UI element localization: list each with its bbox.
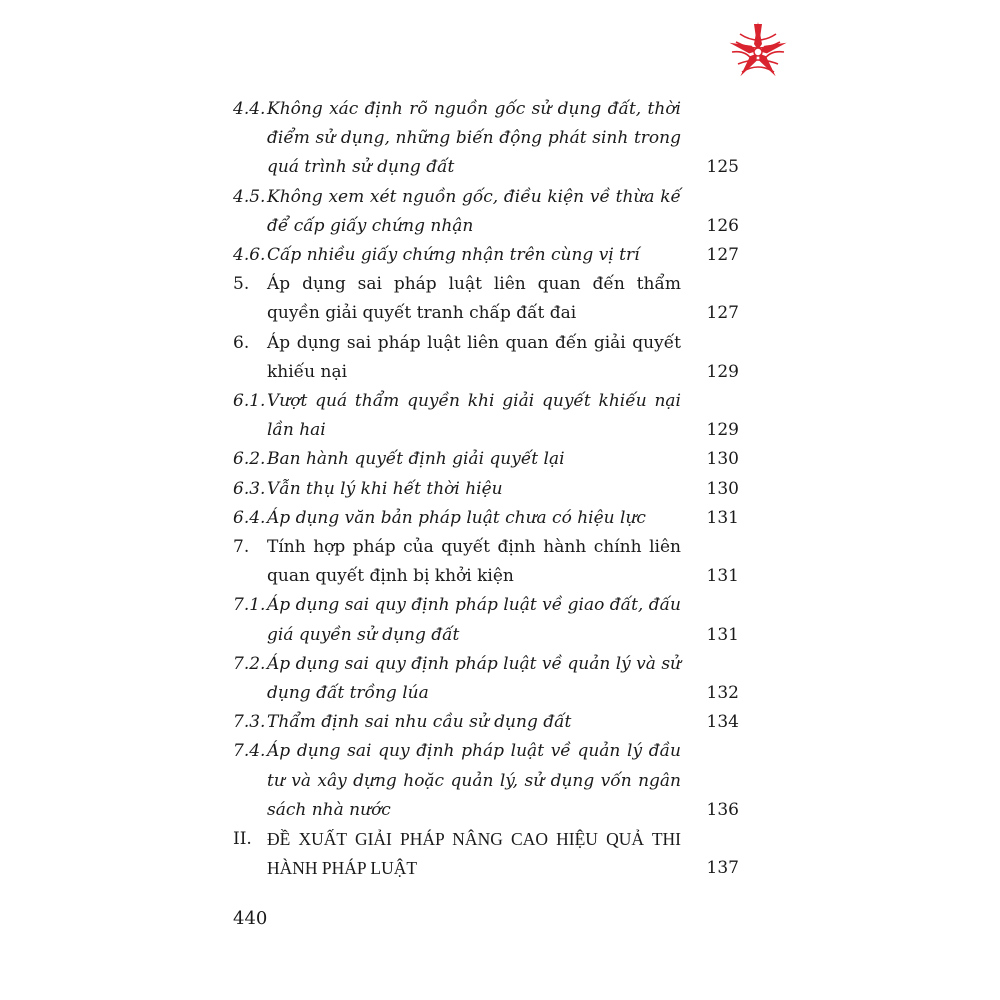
toc-title: Áp dụng sai pháp luật liên quan đến thẩm quyền giải quyết tranh chấp đất đai: [267, 274, 681, 324]
toc-number: 6.4.: [233, 507, 266, 528]
page-number: 440: [233, 908, 268, 929]
toc-entry-II[interactable]: [233, 825, 739, 883]
toc-number: 7.1.: [233, 595, 266, 616]
toc-page-number: 127: [706, 303, 739, 324]
toc-entry-4-6[interactable]: [233, 241, 739, 270]
toc-title: Tính hợp pháp của quyết định hành chính liên quan quyết định bị khởi kiện: [267, 537, 681, 587]
toc-entry-6[interactable]: [233, 329, 739, 387]
toc-title: Áp dụng sai pháp luật liên quan đến giải quyết khiếu nại: [267, 332, 681, 382]
toc-title: Không xác định rõ nguồn gốc sử dụng đất, thời điểm sử dụng, những biến động phát sinh trong quá trình sử dụng đất: [267, 99, 681, 178]
toc-entry-6-4[interactable]: [233, 504, 739, 533]
toc-title: Áp dụng văn bản pháp luật chưa có hiệu lực: [267, 507, 646, 528]
toc-title: Áp dụng sai quy định pháp luật về quản lý và sử dụng đất trồng lúa: [267, 653, 681, 704]
toc-page-number: 130: [706, 478, 739, 499]
toc-title: Thẩm định sai nhu cầu sử dụng đất: [267, 712, 572, 733]
toc-title: Không xem xét nguồn gốc, điều kiện về thừa kế để cấp giấy chứng nhận: [267, 186, 681, 236]
toc-entry-4-4[interactable]: [233, 95, 739, 183]
toc-entry-7-1[interactable]: [233, 591, 739, 649]
toc-entry-7[interactable]: [233, 533, 739, 591]
toc-page-number: 137: [706, 858, 739, 879]
toc-entry-6-2[interactable]: [233, 445, 739, 474]
toc-title: Vẫn thụ lý khi hết thời hiệu: [267, 478, 503, 499]
toc-number: 6.: [233, 332, 250, 353]
toc-title: ĐỀ XUẤT GIẢI PHÁP NÂNG CAO HIỆU QUẢ THI HÀNH PHÁP LUẬT: [267, 829, 681, 879]
toc-page-number: 131: [706, 566, 739, 587]
table-of-contents: [233, 95, 739, 883]
toc-number: 6.3.: [233, 478, 266, 499]
publisher-star-logo-icon: [726, 20, 790, 84]
toc-page-number: 131: [706, 624, 739, 645]
toc-number: II.: [233, 829, 252, 850]
toc-title: Áp dụng sai quy định pháp luật về giao đất, đấu giá quyền sử dụng đất: [267, 595, 681, 645]
toc-entry-6-3[interactable]: [233, 475, 739, 504]
toc-page-number: 132: [706, 683, 739, 704]
toc-number: 7.2.: [233, 653, 266, 674]
toc-number: 6.2.: [233, 449, 266, 470]
toc-entry-7-3[interactable]: [233, 708, 739, 737]
toc-entry-4-5[interactable]: [233, 183, 739, 241]
toc-title: Cấp nhiều giấy chứng nhận trên cùng vị trí: [267, 245, 640, 266]
toc-number: 7.3.: [233, 712, 266, 733]
toc-page-number: 130: [706, 449, 739, 470]
toc-number: 4.4.: [233, 99, 266, 119]
toc-entry-7-2[interactable]: [233, 650, 739, 708]
toc-page-number: 125: [706, 157, 739, 178]
toc-title: Vượt quá thẩm quyền khi giải quyết khiếu nại lần hai: [267, 391, 681, 441]
toc-number: 4.5.: [233, 186, 266, 207]
toc-entry-7-4[interactable]: [233, 737, 739, 825]
toc-page-number: 129: [706, 361, 739, 382]
toc-page-number: 136: [706, 799, 739, 820]
toc-number: 7.4.: [233, 741, 266, 762]
toc-page-number: 127: [706, 245, 739, 266]
toc-number: 4.6.: [233, 245, 266, 266]
toc-entry-6-1[interactable]: [233, 387, 739, 445]
toc-page-number: 134: [706, 712, 739, 733]
toc-page-number: 126: [706, 215, 739, 236]
toc-entry-5[interactable]: [233, 270, 739, 328]
toc-page-number: 129: [706, 420, 739, 441]
toc-number: 7.: [233, 537, 250, 558]
toc-number: 5.: [233, 274, 250, 295]
toc-page-number: 131: [706, 507, 739, 528]
toc-title: Áp dụng sai quy định pháp luật về quản lý đầu tư và xây dựng hoặc quản lý, sử dụng vốn ngân sách nhà nước: [267, 741, 681, 820]
toc-number: 6.1.: [233, 391, 266, 412]
toc-title: Ban hành quyết định giải quyết lại: [267, 449, 565, 470]
